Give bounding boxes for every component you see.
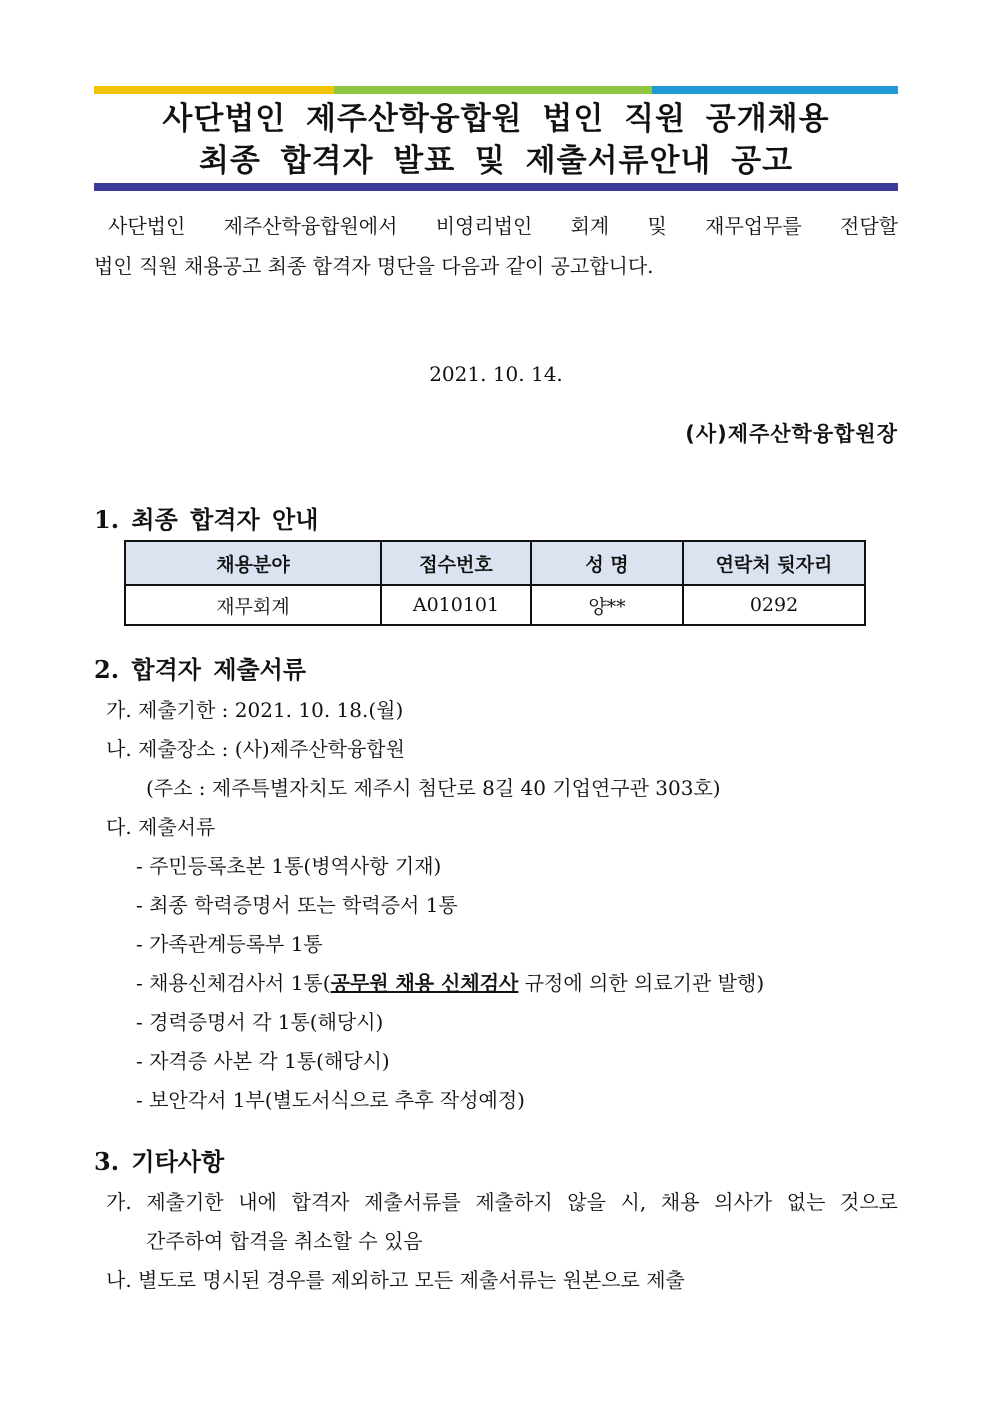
health-check-prefix: - 채용신체검사서 1통( bbox=[136, 971, 331, 995]
top-bar-green-segment bbox=[334, 86, 652, 94]
col-header-receipt-no: 접수번호 bbox=[381, 541, 531, 585]
announcement-date: 2021. 10. 14. bbox=[429, 362, 563, 386]
health-check-suffix: 규정에 의한 의료기관 발행) bbox=[518, 971, 765, 995]
other-item-1-line-1: 가. 제출기한 내에 합격자 제출서류를 제출하지 않을 시, 채용 의사가 없는 것으로 bbox=[106, 1190, 898, 1214]
document-item-health-check bbox=[136, 968, 764, 998]
cell-name: 양** bbox=[531, 585, 683, 625]
section-1-title: 1. 최종 합격자 안내 bbox=[94, 505, 319, 534]
intro-line-2: 법인 직원 채용공고 최종 합격자 명단을 다음과 같이 공고합니다. bbox=[94, 254, 654, 278]
col-header-contact: 연락처 뒷자리 bbox=[683, 541, 865, 585]
other-item-2: 나. 별도로 명시된 경우를 제외하고 모든 제출서류는 원본으로 제출 bbox=[106, 1268, 685, 1292]
submission-place: 나. 제출장소 : (사)제주산학융합원 bbox=[106, 737, 405, 761]
health-check-regulation: 공무원 채용 신체검사 bbox=[330, 971, 519, 995]
col-header-name: 성 명 bbox=[531, 541, 683, 585]
section-3-title: 3. 기타사항 bbox=[94, 1147, 225, 1176]
submission-deadline: 가. 제출기한 : 2021. 10. 18.(월) bbox=[106, 698, 404, 722]
cell-contact: 0292 bbox=[683, 585, 865, 625]
table-row bbox=[125, 585, 865, 625]
final-passers-table bbox=[124, 540, 866, 626]
table-header-row bbox=[125, 541, 865, 585]
title-line-1: 사단법인 제주산학융합원 법인 직원 공개채용 bbox=[162, 101, 830, 137]
page-title bbox=[94, 98, 898, 182]
col-header-field: 채용분야 bbox=[125, 541, 381, 585]
document-item: - 가족관계등록부 1통 bbox=[136, 932, 323, 956]
cell-receipt-no: A010101 bbox=[381, 585, 531, 625]
document-item: - 보안각서 1부(별도서식으로 추후 작성예정) bbox=[136, 1088, 525, 1112]
document-item: - 자격증 사본 각 1통(해당시) bbox=[136, 1049, 390, 1073]
intro-paragraph bbox=[94, 206, 898, 286]
title-top-color-bar bbox=[94, 86, 898, 94]
other-item-1-line-2: 간주하여 합격을 취소할 수 있음 bbox=[146, 1229, 423, 1253]
top-bar-blue-segment bbox=[652, 86, 898, 94]
document-item: - 최종 학력증명서 또는 학력증서 1통 bbox=[136, 893, 458, 917]
top-bar-yellow-segment bbox=[94, 86, 334, 94]
section-2-title: 2. 합격자 제출서류 bbox=[94, 655, 307, 684]
submission-address: (주소 : 제주특별자치도 제주시 첨단로 8길 40 기업연구관 303호) bbox=[146, 776, 721, 800]
signer: (사)제주산학융합원장 bbox=[685, 422, 898, 446]
document-item: - 경력증명서 각 1통(해당시) bbox=[136, 1010, 384, 1034]
document-item: - 주민등록초본 1통(병역사항 기재) bbox=[136, 854, 442, 878]
title-line-2: 최종 합격자 발표 및 제출서류안내 공고 bbox=[198, 143, 794, 179]
documents-title: 다. 제출서류 bbox=[106, 815, 216, 839]
title-bottom-bar bbox=[94, 183, 898, 191]
intro-line-1: 사단법인 제주산학융합원에서 비영리법인 회계 및 재무업무를 전담할 bbox=[108, 214, 898, 238]
cell-field: 재무회계 bbox=[125, 585, 381, 625]
